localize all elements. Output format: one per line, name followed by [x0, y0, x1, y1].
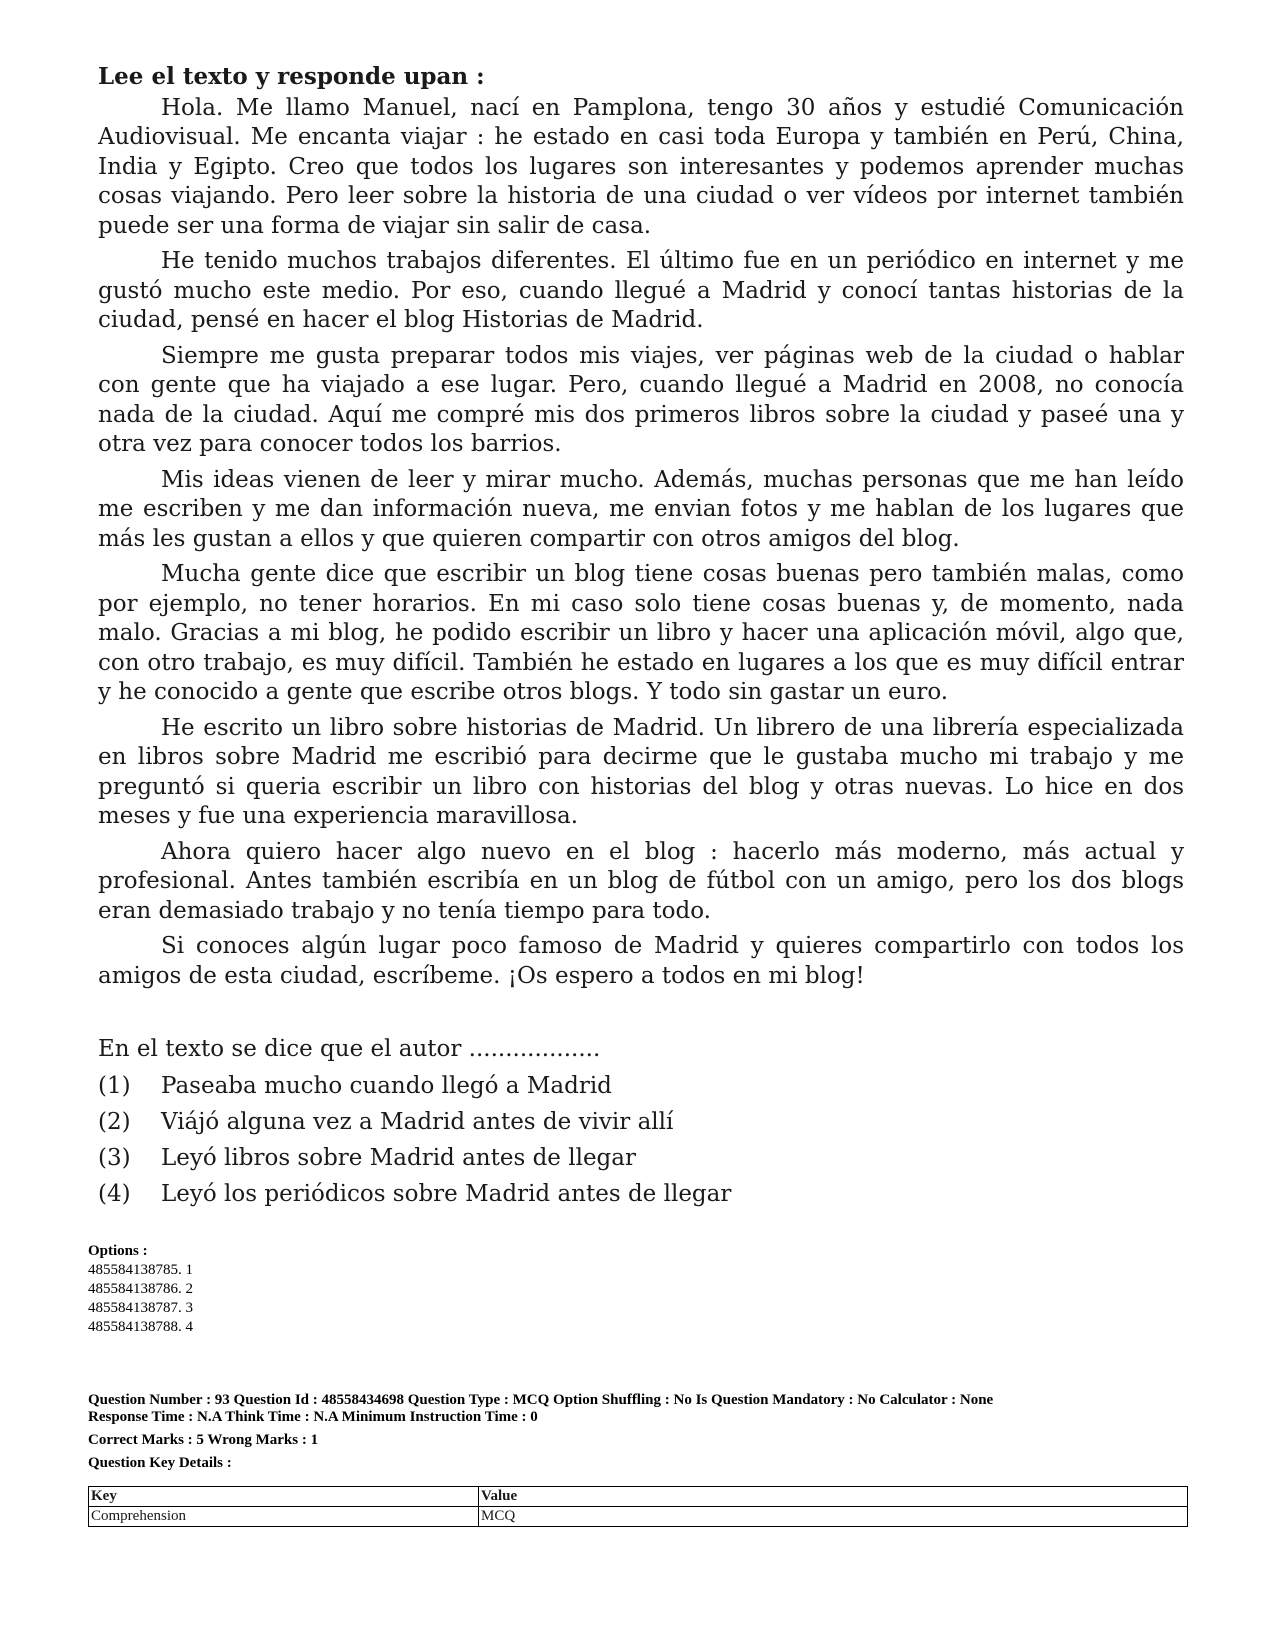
option-id: 485584138785. 1	[88, 1262, 193, 1278]
passage-paragraph: Mucha gente dice que escribir un blog tiene cosas buenas pero también malas, como por ejemplo, no tener horarios. En mi caso solo tiene cosas buenas y, de momento, nada malo. Gracias a mi blog, he podido escribir un libro y hacer una aplicación móvil, algo que, con otro trabajo, es muy difícil. También he estado en lugares a los que es muy difícil entrar y he conocido a gente que escribe otros blogs. Y todo sin gastar un euro.	[98, 561, 1184, 705]
options-label: Options :	[88, 1243, 148, 1259]
marks-line: Correct Marks : 5 Wrong Marks : 1	[88, 1432, 319, 1448]
passage-paragraph: Hola. Me llamo Manuel, nací en Pamplona, tengo 30 años y estudié Comunicación Audiovisual. Me encanta viajar : he estado en casi toda Europa y también en Perú, China, India y Egipto. Creo que todos los lugares son interesantes y podemos aprender muchas cosas viajando. Pero leer sobre la historia de una ciudad o ver vídeos por internet también puede ser una forma de viajar sin salir de casa.	[98, 94, 1184, 239]
option-id: 485584138786. 2	[88, 1281, 193, 1297]
answer-choice[interactable]	[98, 1104, 1184, 1140]
table-cell-key: Comprehension	[89, 1507, 479, 1527]
table-cell-value: MCQ	[479, 1507, 1188, 1527]
choice-text: Paseaba mucho cuando llegó a Madrid	[161, 1073, 612, 1099]
question-block	[98, 1034, 1184, 1212]
key-details-label: Question Key Details :	[88, 1455, 232, 1471]
table-header-row	[89, 1487, 1188, 1507]
question-metadata	[88, 1242, 1188, 1471]
passage-paragraph: Si conoces algún lugar poco famoso de Madrid y quieres compartirlo con todos los amigos de esta ciudad, escríbeme. ¡Os espero a todos en mi blog!	[98, 933, 1184, 989]
choice-number: (1)	[98, 1073, 131, 1099]
choice-number: (3)	[98, 1145, 131, 1171]
table-header-value: Value	[479, 1487, 1188, 1507]
question-stem: En el texto se dice que el autor ..................	[98, 1036, 601, 1062]
answer-choice[interactable]	[98, 1176, 1184, 1212]
option-id: 485584138787. 3	[88, 1300, 193, 1316]
table-header-key: Key	[89, 1487, 479, 1507]
table-row	[89, 1507, 1188, 1527]
passage-paragraph: Siempre me gusta preparar todos mis viajes, ver páginas web de la ciudad o hablar con gente que ha viajado a ese lugar. Pero, cuando llegué a Madrid en 2008, no conocía nada de la ciudad. Aquí me compré mis dos primeros libros sobre la ciudad y paseé una y otra vez para conocer todos los barrios.	[98, 342, 1184, 457]
choice-number: (2)	[98, 1109, 131, 1135]
option-id: 485584138788. 4	[88, 1319, 193, 1335]
question-info-line: Question Number : 93 Question Id : 48558434698 Question Type : MCQ Option Shuffling : No Is Question Mandatory : No Calculator : None	[88, 1392, 994, 1408]
choice-text: Viájó alguna vez a Madrid antes de vivir allí	[161, 1109, 674, 1135]
answer-choice[interactable]	[98, 1068, 1184, 1104]
choice-text: Leyó libros sobre Madrid antes de llegar	[161, 1145, 636, 1171]
passage-paragraph: He tenido muchos trabajos diferentes. El último fue en un periódico en internet y me gustó mucho este medio. Por eso, cuando llegué a Madrid y conocí tantas historias de la ciudad, pensé en hacer el blog Historias de Madrid.	[98, 248, 1184, 333]
question-info	[88, 1392, 1188, 1472]
passage-paragraph: He escrito un libro sobre historias de Madrid. Un librero de una librería especializada en libros sobre Madrid me escribió para decirme que le gustaba mucho mi trabajo y me preguntó si queria escribir un libro con historias del blog y otras nuevas. Lo hice en dos meses y fue una experiencia maravillosa.	[98, 714, 1184, 829]
response-time-line: Response Time : N.A Think Time : N.A Minimum Instruction Time : 0	[88, 1409, 538, 1425]
passage-paragraph: Ahora quiero hacer algo nuevo en el blog : hacerlo más moderno, más actual y profesional. Antes también escribía en un blog de fútbol con un amigo, pero los dos blogs eran demasiado trabajo y no tenía tiempo para todo.	[98, 838, 1184, 924]
reading-passage	[98, 62, 1184, 997]
question-key-table	[88, 1486, 1188, 1527]
choice-number: (4)	[98, 1181, 131, 1207]
passage-paragraph: Mis ideas vienen de leer y mirar mucho. Además, muchas personas que me han leído me escriben y me dan información nueva, me envian fotos y me hablan de los lugares que más les gustan a ellos y que quieren compartir con otros amigos del blog.	[98, 466, 1184, 552]
answer-choice[interactable]	[98, 1140, 1184, 1176]
passage-heading: Lee el texto y responde upan :	[98, 63, 485, 90]
choice-text: Leyó los periódicos sobre Madrid antes de llegar	[161, 1181, 732, 1207]
